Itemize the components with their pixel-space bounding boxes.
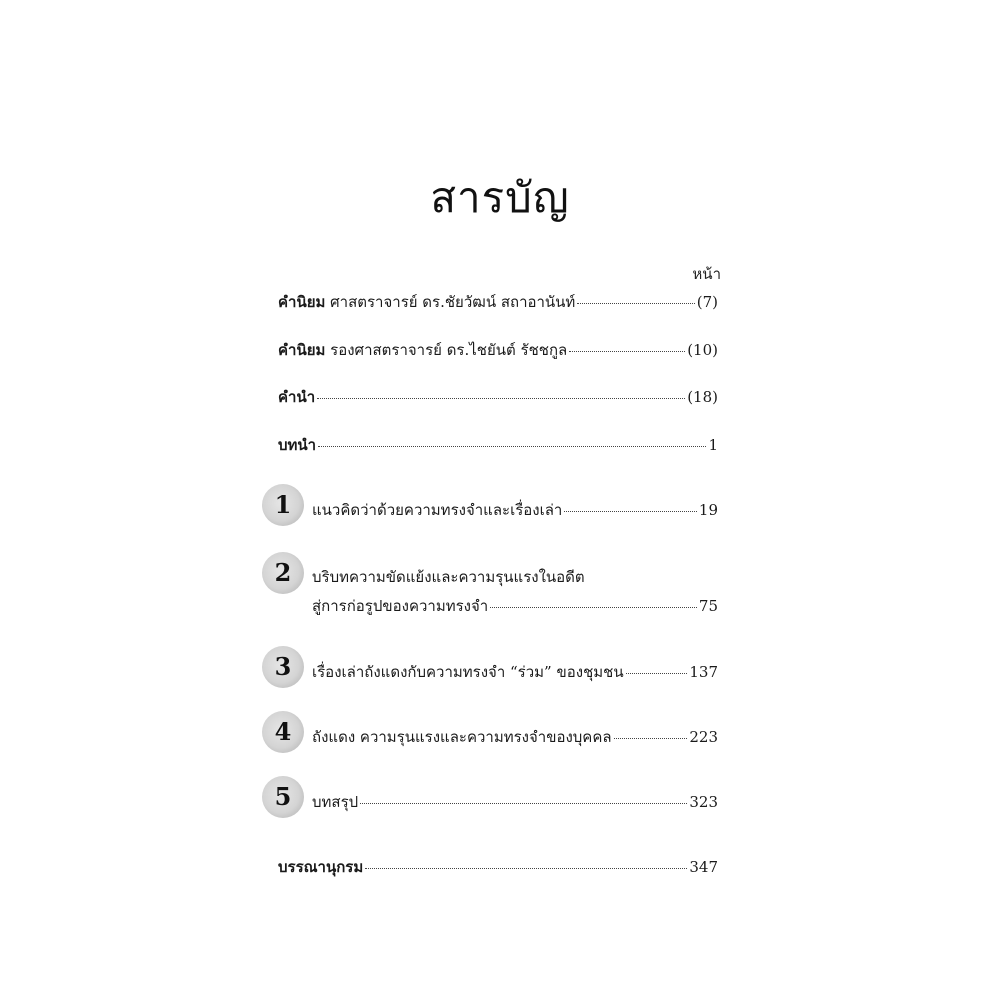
entry-heading: คำนิยม bbox=[278, 293, 326, 311]
toc-entry-bibliography[interactable] bbox=[278, 857, 718, 877]
leader-dots bbox=[360, 803, 687, 804]
toc-entry-preface[interactable] bbox=[278, 387, 718, 407]
entry-text: รองศาสตราจารย์ ดร.ไชยันต์ รัชชกูล bbox=[325, 341, 568, 359]
leader-dots bbox=[490, 607, 697, 608]
leader-dots bbox=[564, 511, 697, 512]
entry-heading: บรรณานุกรม bbox=[278, 858, 364, 876]
entry-heading: คำนิยม bbox=[278, 341, 326, 359]
leader-dots bbox=[317, 398, 685, 399]
entry-page: (10) bbox=[687, 341, 718, 359]
chapter-title: ถังแดง ความรุนแรงและความทรงจำของบุคคล bbox=[312, 728, 612, 746]
chapter-title: เรื่องเล่าถังแดงกับความทรงจำ “ร่วม” ของชุมชน bbox=[312, 663, 624, 681]
chapter-title: แนวคิดว่าด้วยความทรงจำและเรื่องเล่า bbox=[312, 501, 563, 519]
toc-chapter-4[interactable] bbox=[262, 711, 718, 751]
chapter-title-line-2: สู่การก่อรูปของความทรงจำ bbox=[312, 597, 489, 615]
leader-dots bbox=[318, 446, 706, 447]
chapter-page: 19 bbox=[698, 501, 718, 519]
leader-dots bbox=[614, 738, 688, 739]
toc-chapter-5[interactable] bbox=[262, 776, 718, 816]
leader-dots bbox=[365, 868, 687, 869]
toc-chapter-2[interactable] bbox=[262, 552, 718, 615]
leader-dots bbox=[626, 673, 688, 674]
chapter-number: 2 bbox=[274, 558, 292, 587]
entry-page: 1 bbox=[708, 436, 718, 454]
chapter-page: 75 bbox=[698, 597, 718, 615]
toc-entry-foreword-2[interactable] bbox=[278, 340, 718, 360]
entry-page: 347 bbox=[689, 858, 718, 876]
leader-dots bbox=[569, 351, 685, 352]
entry-page: (7) bbox=[696, 293, 718, 311]
page-title: สารบัญ bbox=[430, 173, 570, 222]
chapter-page: 223 bbox=[689, 728, 718, 746]
toc-chapter-3[interactable] bbox=[262, 646, 718, 686]
entry-text: ศาสตราจารย์ ดร.ชัยวัฒน์ สถาอานันท์ bbox=[325, 293, 576, 311]
entry-heading: คำนำ bbox=[278, 388, 316, 406]
toc-chapter-1[interactable] bbox=[262, 484, 718, 524]
leader-dots bbox=[577, 303, 694, 304]
chapter-page: 137 bbox=[689, 663, 718, 681]
chapter-number: 1 bbox=[274, 490, 292, 519]
page-column-label: หน้า bbox=[692, 265, 721, 283]
toc-entry-introduction[interactable] bbox=[278, 435, 718, 455]
entry-page: (18) bbox=[687, 388, 718, 406]
chapter-title: บทสรุป bbox=[312, 793, 359, 811]
entry-heading: บทนำ bbox=[278, 436, 317, 454]
chapter-page: 323 bbox=[689, 793, 718, 811]
toc-entry-foreword-1[interactable] bbox=[278, 292, 718, 312]
chapter-title-line-1: บริบทความขัดแย้งและความรุนแรงในอดีต bbox=[312, 568, 585, 586]
chapter-number: 3 bbox=[274, 652, 292, 681]
chapter-number: 4 bbox=[274, 717, 292, 746]
chapter-number: 5 bbox=[274, 782, 292, 811]
